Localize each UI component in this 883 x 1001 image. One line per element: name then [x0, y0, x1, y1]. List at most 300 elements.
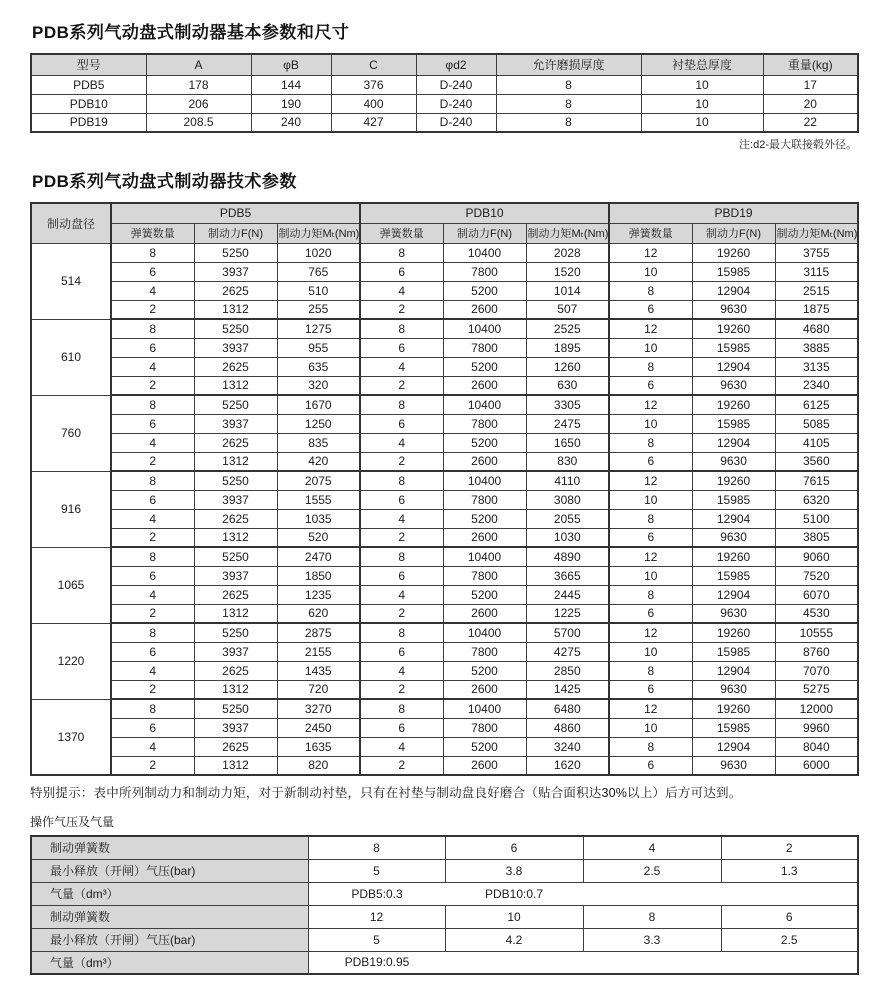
merged-volume-value: PDB19:0.95 [344, 955, 410, 970]
basic-cell: 178 [146, 75, 251, 94]
tech-table-row [31, 699, 858, 718]
tech-cell: 2475 [526, 414, 609, 433]
tech-cell: 12000 [775, 699, 858, 718]
tech-cell: 12 [609, 623, 692, 642]
pressure-row-label: 最小释放（开闸）气压(bar) [31, 928, 308, 951]
pressure-table-row [31, 905, 858, 928]
tech-table-row [31, 395, 858, 414]
tech-table-row [31, 414, 858, 433]
tech-cell: 8 [111, 623, 194, 642]
basic-cell: 8 [496, 94, 641, 113]
tech-cell: 1650 [526, 433, 609, 452]
basic-cell: 144 [251, 75, 331, 94]
d2-footnote: 注:d2-最大联接毂外径。 [739, 139, 857, 151]
tech-cell: 19260 [692, 319, 775, 338]
tech-cell: 1275 [277, 319, 360, 338]
basic-cell: 22 [763, 113, 858, 132]
tech-cell: 9630 [692, 300, 775, 319]
tech-cell: 6 [111, 642, 194, 661]
tech-cell: 10400 [443, 319, 526, 338]
tech-cell: 3755 [775, 243, 858, 262]
pressure-cell: 2.5 [583, 859, 721, 882]
pressure-cell: 6 [445, 836, 583, 859]
tech-cell: 4 [111, 737, 194, 756]
tech-cell: 6 [609, 680, 692, 699]
tech-cell: 5085 [775, 414, 858, 433]
tech-cell: 2 [111, 528, 194, 547]
tech-cell: 765 [277, 262, 360, 281]
pressure-cell: 10 [445, 905, 583, 928]
tech-cell: 6 [609, 528, 692, 547]
tech-sub-header: 制动力F(N) [194, 223, 277, 243]
pressure-row-label: 气量（dm³） [31, 882, 308, 905]
tech-cell: 4105 [775, 433, 858, 452]
tech-cell: 7070 [775, 661, 858, 680]
tech-cell: 7800 [443, 490, 526, 509]
tech-cell: 4 [360, 281, 443, 300]
pressure-table-row [31, 951, 858, 974]
tech-cell: 5250 [194, 471, 277, 490]
basic-cell: D-240 [416, 113, 496, 132]
tech-cell: 1425 [526, 680, 609, 699]
disc-diameter-cell: 1220 [31, 623, 111, 699]
tech-cell: 6320 [775, 490, 858, 509]
tech-params-title: PDB系列气动盘式制动器技术参数 [32, 172, 297, 191]
tech-cell: 2625 [194, 433, 277, 452]
tech-cell: 9630 [692, 452, 775, 471]
tech-cell: 2850 [526, 661, 609, 680]
tech-cell: 830 [526, 452, 609, 471]
tech-cell: 10 [609, 338, 692, 357]
tech-cell: 835 [277, 433, 360, 452]
tech-cell: 2 [360, 376, 443, 395]
tech-cell: 1555 [277, 490, 360, 509]
basic-col-header: 重量(kg) [763, 54, 858, 75]
tech-cell: 4 [111, 433, 194, 452]
disc-diameter-cell: 916 [31, 471, 111, 547]
tech-table-head [31, 203, 858, 243]
tech-cell: 720 [277, 680, 360, 699]
tech-cell: 10555 [775, 623, 858, 642]
tech-cell: 12 [609, 471, 692, 490]
tech-cell: 1260 [526, 357, 609, 376]
tech-cell: 12 [609, 395, 692, 414]
tech-cell: 15985 [692, 718, 775, 737]
model-cell: PDB19 [31, 113, 146, 132]
basic-cell: 240 [251, 113, 331, 132]
tech-cell: 2 [111, 376, 194, 395]
model-group-header: PBD19 [609, 203, 858, 223]
tech-cell: 19260 [692, 623, 775, 642]
tech-cell: 255 [277, 300, 360, 319]
tech-cell: 7520 [775, 566, 858, 585]
basic-table-row [31, 113, 858, 132]
tech-cell: 2600 [443, 528, 526, 547]
tech-cell: 8 [609, 281, 692, 300]
tech-table-row [31, 585, 858, 604]
pressure-table-row [31, 859, 858, 882]
tech-cell: 1250 [277, 414, 360, 433]
basic-cell: 10 [641, 94, 763, 113]
tech-cell: 3937 [194, 414, 277, 433]
tech-sub-header: 制动力F(N) [692, 223, 775, 243]
pressure-row-label: 气量（dm³） [31, 951, 308, 974]
tech-cell: 5200 [443, 357, 526, 376]
tech-cell: 2600 [443, 300, 526, 319]
tech-cell: 635 [277, 357, 360, 376]
tech-cell: 3115 [775, 262, 858, 281]
tech-cell: 8 [111, 471, 194, 490]
basic-table-body [31, 75, 858, 132]
tech-cell: 8 [360, 623, 443, 642]
tech-cell: 15985 [692, 642, 775, 661]
tech-cell: 12904 [692, 509, 775, 528]
tech-cell: 9630 [692, 756, 775, 775]
basic-table-head [31, 54, 858, 75]
tech-table-row [31, 547, 858, 566]
tech-cell: 9630 [692, 680, 775, 699]
tech-cell: 8 [609, 357, 692, 376]
tech-cell: 2875 [277, 623, 360, 642]
tech-cell: 4 [360, 661, 443, 680]
pressure-cell: 8 [583, 905, 721, 928]
tech-cell: 1014 [526, 281, 609, 300]
tech-cell: 10 [609, 718, 692, 737]
tech-cell: 6 [111, 566, 194, 585]
tech-cell: 2625 [194, 357, 277, 376]
tech-cell: 8 [360, 699, 443, 718]
tech-cell: 4110 [526, 471, 609, 490]
basic-cell: 206 [146, 94, 251, 113]
tech-cell: 8 [360, 471, 443, 490]
tech-table-row [31, 661, 858, 680]
pressure-cell: 3.8 [445, 859, 583, 882]
basic-cell: 400 [331, 94, 416, 113]
tech-cell: 5200 [443, 585, 526, 604]
tech-sub-header: 制动力矩Mₜ(Nm) [775, 223, 858, 243]
tech-cell: 2450 [277, 718, 360, 737]
pressure-cell: 2.5 [721, 928, 858, 951]
tech-cell: 9060 [775, 547, 858, 566]
tech-cell: 3937 [194, 718, 277, 737]
tech-table-row [31, 433, 858, 452]
tech-cell: 2600 [443, 604, 526, 623]
tech-cell: 3937 [194, 262, 277, 281]
tech-cell: 1435 [277, 661, 360, 680]
tech-cell: 2 [111, 604, 194, 623]
tech-table-row [31, 490, 858, 509]
tech-cell: 9960 [775, 718, 858, 737]
tech-cell: 3937 [194, 642, 277, 661]
basic-params-table [30, 53, 859, 133]
tech-cell: 2625 [194, 509, 277, 528]
tech-cell: 8 [360, 395, 443, 414]
pressure-cell: 4.2 [445, 928, 583, 951]
tech-cell: 4 [111, 357, 194, 376]
pressure-table-row [31, 836, 858, 859]
tech-table-row [31, 718, 858, 737]
pressure-row-label: 制动弹簧数 [31, 836, 308, 859]
tech-cell: 6 [111, 338, 194, 357]
tech-cell: 8760 [775, 642, 858, 661]
tech-cell: 10400 [443, 623, 526, 642]
tech-table-row [31, 243, 858, 262]
tech-cell: 4 [360, 357, 443, 376]
pressure-cell: 5 [308, 859, 445, 882]
pressure-cell: 1.3 [721, 859, 858, 882]
tech-cell: 2 [360, 528, 443, 547]
tech-cell: 9630 [692, 376, 775, 395]
tech-cell: 3135 [775, 357, 858, 376]
tech-cell: 6070 [775, 585, 858, 604]
tech-table-row [31, 528, 858, 547]
tech-cell: 1520 [526, 262, 609, 281]
tech-cell: 6 [609, 604, 692, 623]
tech-cell: 5250 [194, 699, 277, 718]
tech-table-row [31, 357, 858, 376]
tech-cell: 15985 [692, 262, 775, 281]
tech-cell: 4890 [526, 547, 609, 566]
tech-cell: 420 [277, 452, 360, 471]
tech-cell: 8 [609, 509, 692, 528]
tech-cell: 2 [111, 300, 194, 319]
tech-cell: 19260 [692, 699, 775, 718]
tech-cell: 5700 [526, 623, 609, 642]
basic-table-row [31, 75, 858, 94]
tech-cell: 1020 [277, 243, 360, 262]
tech-cell: 1635 [277, 737, 360, 756]
tech-cell: 1895 [526, 338, 609, 357]
tech-cell: 3937 [194, 338, 277, 357]
pressure-volume-table [30, 835, 859, 975]
tech-cell: 820 [277, 756, 360, 775]
tech-cell: 4 [111, 509, 194, 528]
tech-cell: 1225 [526, 604, 609, 623]
model-cell: PDB10 [31, 94, 146, 113]
tech-cell: 4 [111, 585, 194, 604]
tech-cell: 4530 [775, 604, 858, 623]
tech-cell: 15985 [692, 338, 775, 357]
tech-cell: 4 [360, 737, 443, 756]
special-note: 特别提示：表中所列制动力和制动力矩，对于新制动衬垫，只有在衬垫与制动盘良好磨合（贴合面积达30%以上）后方可达到。 [30, 786, 742, 800]
pressure-table-body [31, 836, 858, 974]
tech-cell: 2600 [443, 376, 526, 395]
tech-cell: 10400 [443, 471, 526, 490]
tech-cell: 2 [360, 680, 443, 699]
tech-cell: 10400 [443, 243, 526, 262]
tech-cell: 6000 [775, 756, 858, 775]
merged-volume-value: PDB5:0.3 [351, 886, 403, 901]
basic-cell: D-240 [416, 94, 496, 113]
tech-cell: 8 [111, 243, 194, 262]
tech-cell: 6 [360, 490, 443, 509]
tech-table-row [31, 452, 858, 471]
tech-table-row [31, 338, 858, 357]
tech-table-row [31, 509, 858, 528]
tech-cell: 3240 [526, 737, 609, 756]
tech-cell: 2470 [277, 547, 360, 566]
pressure-cell: 5 [308, 928, 445, 951]
tech-cell: 19260 [692, 395, 775, 414]
tech-cell: 1312 [194, 680, 277, 699]
tech-table-row [31, 642, 858, 661]
tech-cell: 4680 [775, 319, 858, 338]
tech-sub-header: 弹簧数量 [360, 223, 443, 243]
tech-cell: 3270 [277, 699, 360, 718]
tech-cell: 2625 [194, 281, 277, 300]
tech-cell: 5200 [443, 509, 526, 528]
tech-cell: 2055 [526, 509, 609, 528]
tech-cell: 9630 [692, 604, 775, 623]
tech-cell: 1670 [277, 395, 360, 414]
pressure-section-label: 操作气压及气量 [30, 815, 115, 829]
tech-cell: 620 [277, 604, 360, 623]
tech-cell: 510 [277, 281, 360, 300]
disc-diameter-cell: 514 [31, 243, 111, 319]
tech-cell: 7800 [443, 262, 526, 281]
tech-table-row [31, 604, 858, 623]
tech-cell: 6 [609, 452, 692, 471]
tech-cell: 2 [111, 452, 194, 471]
tech-table-row [31, 566, 858, 585]
tech-cell: 9630 [692, 528, 775, 547]
tech-cell: 1850 [277, 566, 360, 585]
tech-cell: 7800 [443, 642, 526, 661]
tech-cell: 7800 [443, 718, 526, 737]
tech-cell: 2600 [443, 452, 526, 471]
basic-table-row [31, 94, 858, 113]
tech-cell: 2625 [194, 737, 277, 756]
tech-cell: 10400 [443, 699, 526, 718]
tech-cell: 1312 [194, 452, 277, 471]
basic-cell: D-240 [416, 75, 496, 94]
tech-cell: 1030 [526, 528, 609, 547]
disc-diameter-cell: 1065 [31, 547, 111, 623]
tech-cell: 6 [111, 262, 194, 281]
tech-cell: 10400 [443, 395, 526, 414]
tech-cell: 955 [277, 338, 360, 357]
pressure-row-label: 最小释放（开闸）气压(bar) [31, 859, 308, 882]
tech-cell: 2445 [526, 585, 609, 604]
tech-cell: 8 [360, 319, 443, 338]
tech-cell: 3937 [194, 490, 277, 509]
tech-cell: 8 [111, 699, 194, 718]
pressure-table-row [31, 882, 858, 905]
tech-cell: 8 [111, 395, 194, 414]
tech-sub-header: 弹簧数量 [111, 223, 194, 243]
tech-cell: 6 [360, 642, 443, 661]
tech-cell: 3805 [775, 528, 858, 547]
model-cell: PDB5 [31, 75, 146, 94]
tech-cell: 3560 [775, 452, 858, 471]
pressure-row-label: 制动弹簧数 [31, 905, 308, 928]
tech-cell: 3080 [526, 490, 609, 509]
tech-cell: 12 [609, 319, 692, 338]
tech-params-table [30, 202, 859, 776]
tech-cell: 5100 [775, 509, 858, 528]
tech-cell: 12904 [692, 281, 775, 300]
tech-cell: 4275 [526, 642, 609, 661]
tech-cell: 1312 [194, 376, 277, 395]
tech-sub-header: 制动力矩Mₜ(Nm) [526, 223, 609, 243]
tech-cell: 15985 [692, 490, 775, 509]
tech-cell: 2515 [775, 281, 858, 300]
tech-cell: 8 [111, 547, 194, 566]
tech-cell: 6 [111, 718, 194, 737]
pressure-cell: 8 [308, 836, 445, 859]
tech-cell: 12904 [692, 585, 775, 604]
tech-cell: 2 [360, 756, 443, 775]
tech-cell: 8 [609, 661, 692, 680]
basic-cell: 10 [641, 113, 763, 132]
basic-col-header: φB [251, 54, 331, 75]
pressure-cell: 6 [721, 905, 858, 928]
tech-table-row [31, 300, 858, 319]
tech-cell: 2028 [526, 243, 609, 262]
tech-cell: 19260 [692, 547, 775, 566]
tech-cell: 2625 [194, 661, 277, 680]
tech-cell: 12904 [692, 661, 775, 680]
tech-cell: 2340 [775, 376, 858, 395]
tech-cell: 8 [609, 585, 692, 604]
tech-cell: 15985 [692, 414, 775, 433]
tech-cell: 2 [111, 756, 194, 775]
basic-cell: 376 [331, 75, 416, 94]
disc-diameter-header: 制动盘径 [31, 203, 111, 243]
basic-cell: 8 [496, 113, 641, 132]
pressure-table-row [31, 928, 858, 951]
basic-cell: 20 [763, 94, 858, 113]
tech-cell: 12904 [692, 737, 775, 756]
tech-cell: 2 [360, 604, 443, 623]
tech-cell: 2155 [277, 642, 360, 661]
tech-cell: 5275 [775, 680, 858, 699]
tech-cell: 4 [111, 661, 194, 680]
tech-cell: 6 [360, 718, 443, 737]
tech-cell: 12 [609, 547, 692, 566]
basic-cell: 190 [251, 94, 331, 113]
tech-cell: 8 [111, 319, 194, 338]
tech-cell: 5250 [194, 243, 277, 262]
basic-col-header: 型号 [31, 54, 146, 75]
tech-cell: 10 [609, 642, 692, 661]
tech-cell: 10 [609, 566, 692, 585]
tech-cell: 6 [111, 414, 194, 433]
tech-cell: 10 [609, 490, 692, 509]
pressure-cell: 4 [583, 836, 721, 859]
tech-cell: 12904 [692, 357, 775, 376]
tech-cell: 6 [360, 262, 443, 281]
basic-cell: 208.5 [146, 113, 251, 132]
tech-table-row [31, 756, 858, 775]
tech-cell: 8 [360, 243, 443, 262]
tech-cell: 2625 [194, 585, 277, 604]
tech-table-row [31, 680, 858, 699]
tech-cell: 2 [360, 452, 443, 471]
tech-cell: 8 [609, 737, 692, 756]
tech-cell: 7800 [443, 338, 526, 357]
tech-cell: 4 [360, 433, 443, 452]
tech-sub-header: 制动力F(N) [443, 223, 526, 243]
tech-cell: 6 [360, 338, 443, 357]
pressure-cell: 12 [308, 905, 445, 928]
model-group-header: PDB5 [111, 203, 360, 223]
merged-volume-value: PDB10:0.7 [484, 886, 544, 901]
tech-cell: 10 [609, 414, 692, 433]
tech-cell: 5250 [194, 395, 277, 414]
tech-cell: 7800 [443, 566, 526, 585]
pressure-merged-cell [308, 951, 858, 974]
